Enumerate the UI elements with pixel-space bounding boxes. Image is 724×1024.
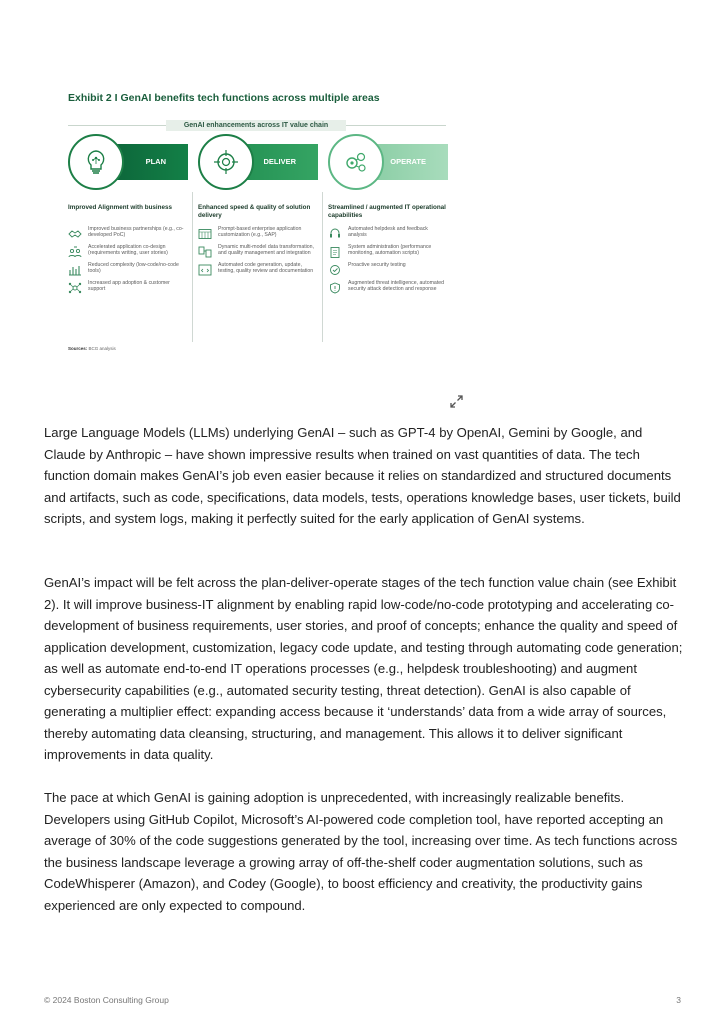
column-divider (322, 192, 323, 342)
handshake-icon (68, 227, 82, 239)
target-icon (198, 134, 254, 190)
headset-icon (328, 227, 342, 239)
list-item (328, 244, 446, 257)
stage-heading: Enhanced speed & quality of solution delivery (198, 204, 311, 219)
list-item (198, 226, 316, 239)
sources-label: Sources: (68, 346, 88, 351)
list-item (68, 262, 186, 275)
lightbulb-icon (68, 134, 124, 190)
item-text: Automated code generation, update, testing, quality review and documentation (218, 262, 314, 275)
calendar-grid-icon (198, 227, 212, 239)
clipboard-icon (328, 245, 342, 257)
list-item (68, 226, 186, 239)
item-text: Accelerated application co-design (requirements writing, user stories) (88, 244, 168, 257)
item-text: Augmented threat intelligence, automated security attack detection and response (348, 280, 445, 293)
list-item (328, 226, 446, 239)
stage-operate (328, 134, 446, 346)
list-item (328, 262, 446, 275)
shield-alert-icon (328, 281, 342, 293)
column-divider (192, 192, 193, 342)
list-item (68, 244, 186, 257)
stage-heading: Streamlined / augmented IT operational capabilities (328, 204, 446, 219)
stage-items (68, 226, 186, 298)
stage-plan (68, 134, 186, 346)
list-item (328, 280, 446, 293)
body-paragraph-2: GenAI’s impact will be felt across the plan-deliver-operate stages of the tech function value chain (see Exhibit 2). It will improve business-IT alignment by enabling rapid low-code/no-code prototyping and accelerating co-development of business requirements, user stories, and proof of concepts; enhance the quality and speed of application development, customization, legacy code update, and testing through automating code generation; as well as automate end-to-end IT operations processes (e.g., helpdesk troubleshooting) and augment cybersecurity capabilities (e.g., automated security testing, threat detection). GenAI is also capable of generating a multiplier effect: expanding access because it ‘understands’ data from a wide array of sources, thereby automating data cleansing, structuring, and management. This allows it to deliver significant improvements in data quality. (44, 575, 683, 762)
network-people-icon (68, 281, 82, 293)
gears-icon (328, 134, 384, 190)
item-text: Increased app adoption & customer support (88, 280, 170, 293)
body-paragraph-3: The pace at which GenAI is gaining adoption is unprecedented, with increasingly realizable benefits. Developers using GitHub Copilot, Microsoft’s AI-powered code completion tool, have reported accepting an average of 30% of the code suggestions generated by the tool, increasing over time. As tech functions across the business landscape leverage a growing array of off-the-shelf coder augmentation solutions, such as CodeWhisperer (Amazon), and Codey (Google), to boost efficiency and creativity, the productivity gains experienced are only expected to compound. (44, 790, 678, 913)
item-text: Dynamic multi-model data transformation, and quality management and integration (218, 244, 315, 257)
item-text: Improved business partnerships (e.g., co-developed PoC) (88, 226, 184, 239)
security-check-icon (328, 263, 342, 275)
stage-label: DELIVER (263, 157, 296, 166)
exhibit-title: Exhibit 2 I GenAI benefits tech functions across multiple areas (68, 92, 380, 104)
body-paragraph-1: Large Language Models (LLMs) underlying GenAI – such as GPT-4 by OpenAI, Gemini by Google, and Claude by Anthropic – have shown impressive results when trained on vast quantities of data. The tech function domain makes GenAI’s job even easier because it relies on standardized and structured documents and artifacts, such as code, specifications, data models, tests, operations knowledge bases, user tickets, build scripts, and system logs, making it perfectly suited for the early application of GenAI systems. (44, 425, 681, 526)
stage-deliver (198, 134, 316, 346)
bar-chart-icon (68, 263, 82, 275)
list-item (68, 280, 186, 293)
item-text: System administration (performance monitoring, automation scripts) (348, 244, 432, 257)
stage-label: OPERATE (390, 157, 426, 166)
list-item (198, 244, 316, 257)
document-flow-icon (198, 245, 212, 257)
item-text: Proactive security testing (348, 262, 406, 268)
item-text: Prompt-based enterprise application customization (e.g., SAP) (218, 226, 302, 239)
stage-heading: Improved Alignment with business (68, 204, 173, 211)
list-item (198, 262, 316, 275)
expand-icon[interactable] (449, 394, 464, 409)
item-text: Reduced complexity (low-code/no-code tools) (88, 262, 179, 275)
stage-items (328, 226, 446, 298)
code-window-icon (198, 263, 212, 275)
people-chat-icon (68, 245, 82, 257)
exhibit-figure (68, 92, 446, 358)
stage-label: PLAN (145, 157, 166, 166)
stage-items (198, 226, 316, 280)
sources-note (68, 346, 116, 351)
item-text: Automated helpdesk and feedback analysis (348, 226, 428, 239)
value-chain-label: GenAI enhancements across IT value chain (166, 120, 346, 131)
footer-copyright: © 2024 Boston Consulting Group (44, 995, 169, 1005)
sources-value: BCG analysis (88, 346, 116, 351)
page-number: 3 (676, 995, 681, 1005)
